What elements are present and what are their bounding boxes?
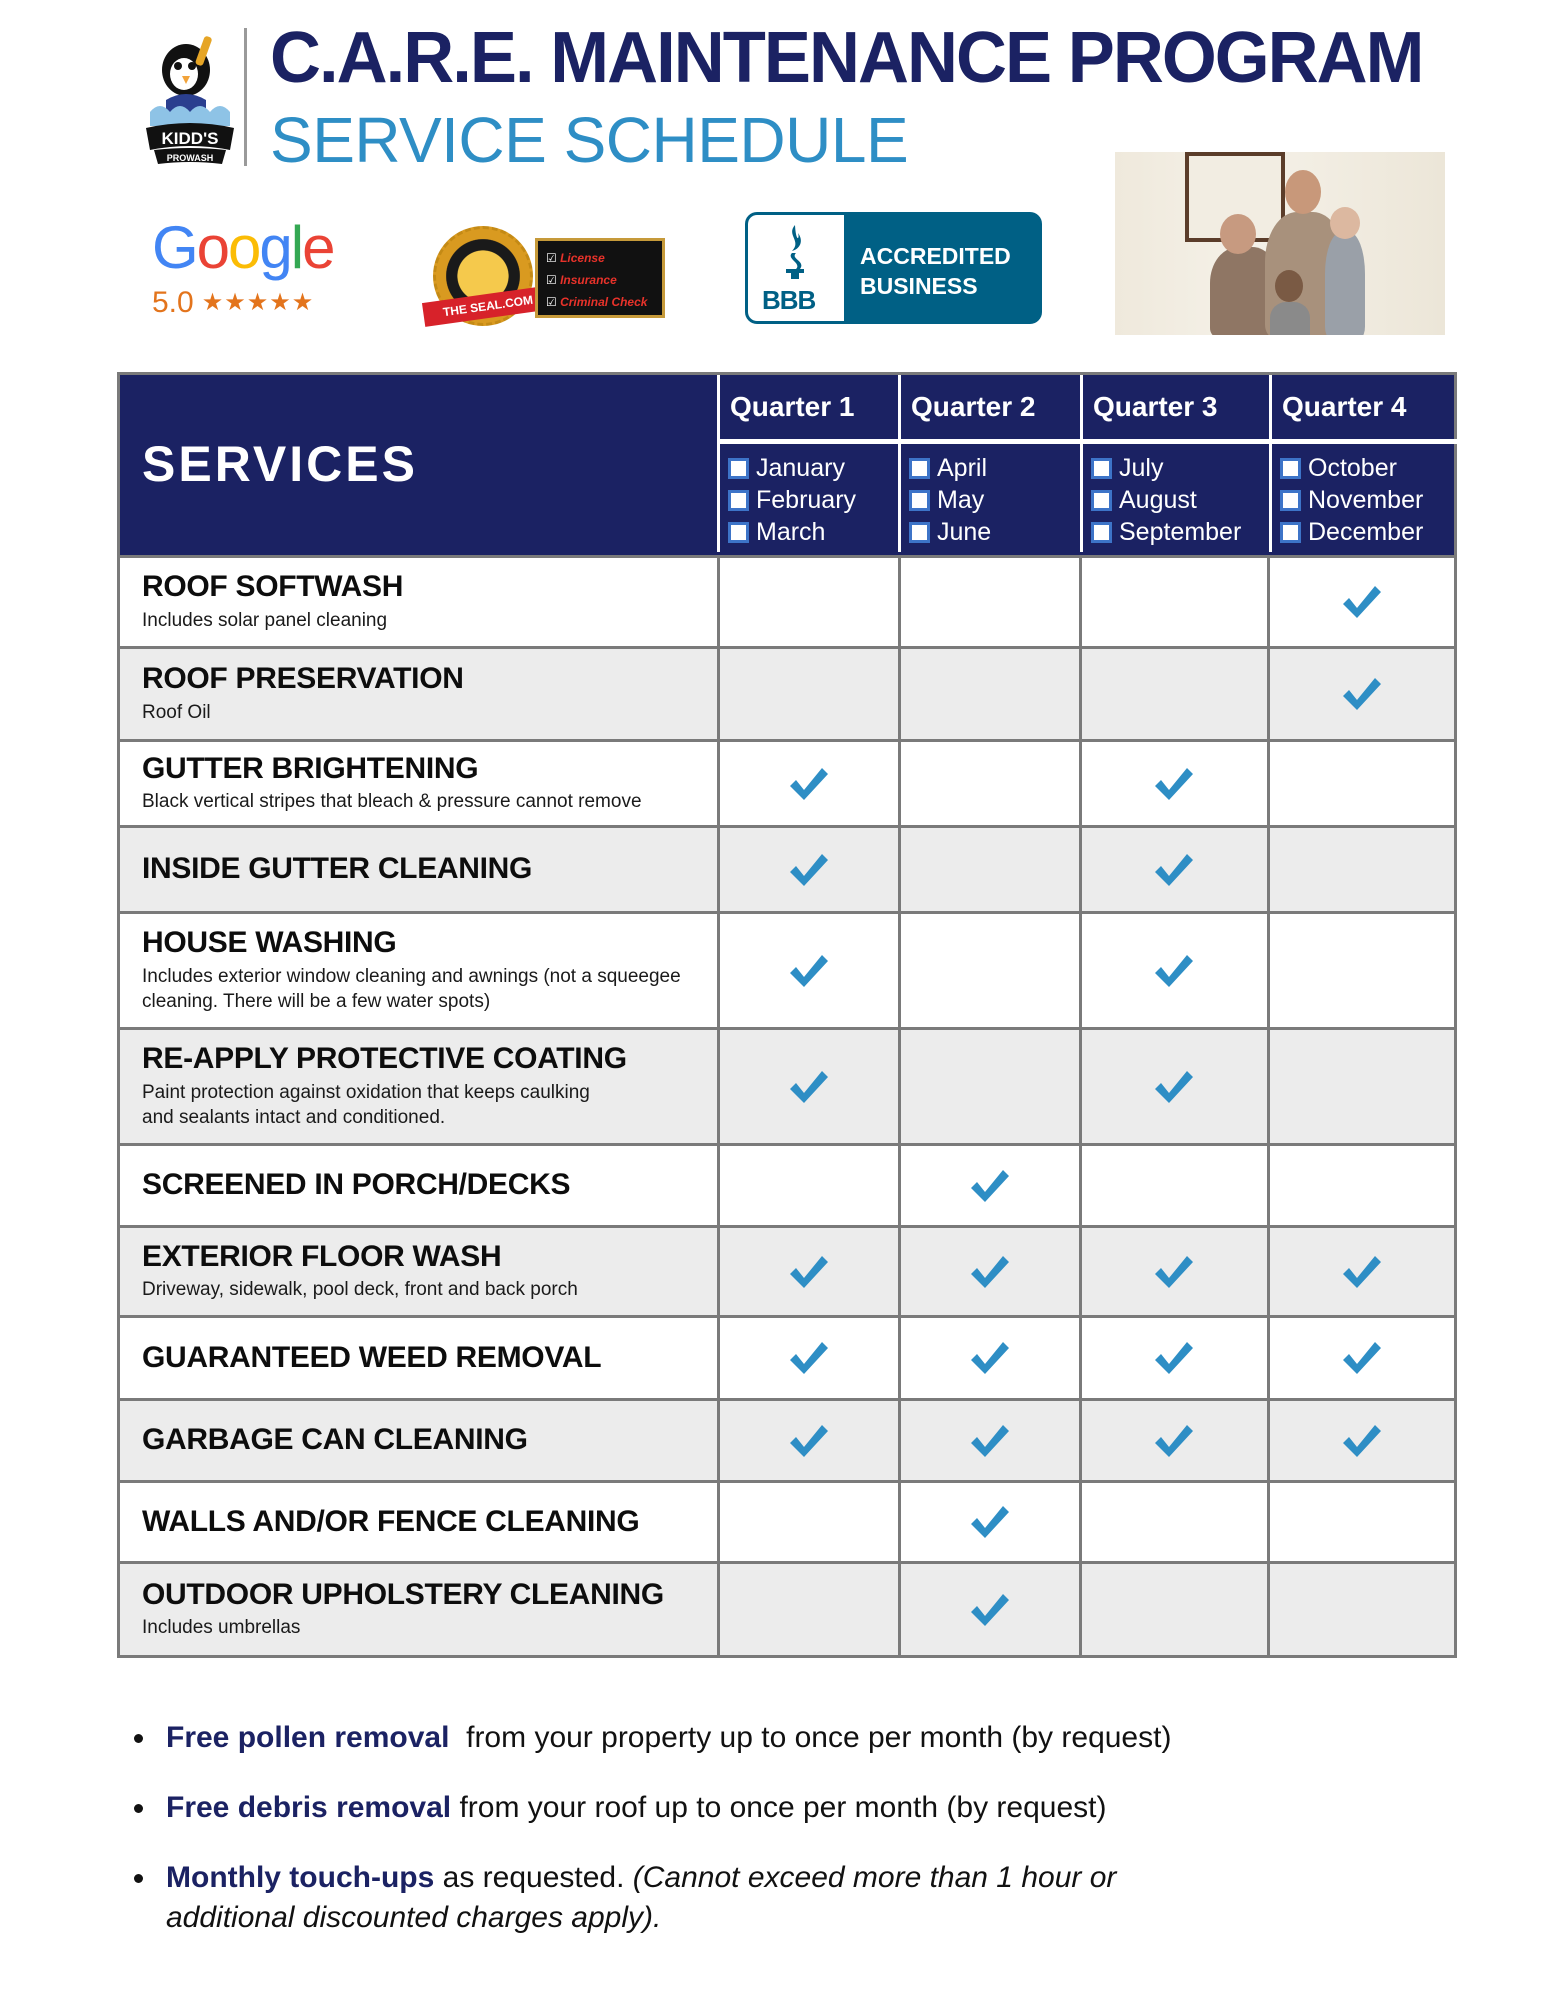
quarter-4-header — [1269, 375, 1457, 552]
service-cell — [120, 1483, 717, 1561]
quarter-4-cell — [1267, 1318, 1454, 1398]
quarter-2-cell — [898, 1564, 1079, 1655]
month-july[interactable]: July — [1091, 452, 1269, 484]
checkmark-icon — [788, 852, 830, 888]
quarter-4-cell — [1267, 649, 1454, 739]
quarter-1-cell — [717, 742, 897, 825]
quarter-1-cell — [717, 914, 897, 1027]
table-row — [120, 1480, 1454, 1561]
checkmark-icon — [788, 1069, 830, 1105]
quarter-2-header — [898, 375, 1080, 552]
table-row — [120, 911, 1454, 1027]
checkbox-icon[interactable] — [1280, 490, 1301, 511]
kidds-prowash-logo — [140, 30, 240, 166]
table-body — [120, 555, 1454, 1655]
perk-monthly-touchups: Monthly touch-ups as requested. (Cannot exceed more than 1 hour or additional discounted charges apply). — [130, 1858, 1230, 1938]
perk-pollen-removal: Free pollen removal from your property up to once per month (by request) — [130, 1718, 1230, 1758]
month-october[interactable]: October — [1280, 452, 1457, 484]
checkmark-icon — [1341, 584, 1383, 620]
checkmark-icon — [1153, 953, 1195, 989]
quarter-3-cell — [1079, 1146, 1267, 1225]
checkmark-icon — [788, 953, 830, 989]
service-name: GUARANTEED WEED REMOVAL — [142, 1340, 602, 1374]
service-name: OUTDOOR UPHOLSTERY CLEANING — [142, 1577, 664, 1611]
service-cell — [120, 1564, 717, 1655]
service-cell — [120, 1030, 717, 1143]
google-rating-value: 5.0 — [152, 286, 194, 319]
checkbox-icon[interactable] — [728, 458, 749, 479]
service-description: Roof Oil — [142, 701, 211, 723]
service-description: Includes umbrellas — [142, 1617, 301, 1639]
month-december[interactable]: December — [1280, 516, 1457, 548]
quarter-3-header — [1080, 375, 1269, 552]
checkbox-icon[interactable] — [909, 490, 930, 511]
quarter-3-cell — [1079, 558, 1267, 646]
checkmark-icon — [969, 1340, 1011, 1376]
service-cell — [120, 649, 717, 739]
quarter-3-cell — [1079, 1483, 1267, 1561]
service-description: Includes solar panel cleaning — [142, 609, 388, 631]
quarter-1-cell — [717, 828, 897, 911]
services-column-header: SERVICES — [142, 435, 418, 492]
checkmark-icon — [969, 1592, 1011, 1628]
month-june[interactable]: June — [909, 516, 1080, 548]
checkbox-icon[interactable] — [728, 522, 749, 543]
service-name: HOUSE WASHING — [142, 926, 397, 960]
quarter-2-cell — [898, 558, 1079, 646]
service-name: WALLS AND/OR FENCE CLEANING — [142, 1504, 640, 1538]
quarter-2-cell — [898, 1483, 1079, 1561]
quarter-label: Quarter 1 — [720, 375, 898, 444]
month-august[interactable]: August — [1091, 484, 1269, 516]
quarter-label: Quarter 3 — [1083, 375, 1269, 444]
service-cell — [120, 1228, 717, 1315]
google-rating-badge — [152, 214, 342, 328]
google-logo — [152, 214, 342, 281]
month-may[interactable]: May — [909, 484, 1080, 516]
table-header — [120, 375, 1454, 555]
quarter-2-cell — [898, 1228, 1079, 1315]
checkbox-icon[interactable] — [909, 458, 930, 479]
checkmark-icon — [1153, 1340, 1195, 1376]
quarter-1-cell — [717, 558, 897, 646]
service-description: Paint protection against oxidation that keeps caulking and sealants intact and conditioned. — [142, 1081, 590, 1129]
quarter-3-cell — [1079, 1318, 1267, 1398]
quarter-3-cell — [1079, 1564, 1267, 1655]
google-letter: l — [290, 214, 303, 281]
quarter-3-cell — [1079, 649, 1267, 739]
quarter-4-cell — [1267, 742, 1454, 825]
quarter-2-cell — [898, 914, 1079, 1027]
service-cell — [120, 558, 717, 646]
quarter-3-cell — [1079, 742, 1267, 825]
service-name: ROOF PRESERVATION — [142, 662, 464, 696]
checkmark-icon — [1341, 1254, 1383, 1290]
quarter-4-cell — [1267, 1146, 1454, 1225]
table-row — [120, 555, 1454, 646]
checkmark-icon — [969, 1168, 1011, 1204]
checkmark-icon — [1153, 1069, 1195, 1105]
quarter-4-cell — [1267, 1401, 1454, 1480]
month-september[interactable]: September — [1091, 516, 1269, 548]
quarter-2-cell — [898, 1401, 1079, 1480]
table-row — [120, 739, 1454, 825]
service-name: EXTERIOR FLOOR WASH — [142, 1239, 502, 1273]
quarter-1-cell — [717, 1401, 897, 1480]
service-cell — [120, 1401, 717, 1480]
quarter-1-cell — [717, 649, 897, 739]
service-name: GUTTER BRIGHTENING — [142, 751, 479, 785]
service-name: INSIDE GUTTER CLEANING — [142, 852, 533, 886]
perks-list — [130, 1718, 1230, 1968]
bbb-logo-text: BBB — [762, 285, 816, 315]
seal-checks-panel — [535, 238, 665, 318]
checkmark-icon — [1153, 852, 1195, 888]
quarter-1-cell — [717, 1146, 897, 1225]
checkmark-icon — [788, 1254, 830, 1290]
checkbox-icon[interactable] — [1280, 522, 1301, 543]
service-name: RE-APPLY PROTECTIVE COATING — [142, 1042, 627, 1076]
table-row — [120, 1561, 1454, 1655]
quarter-2-cell — [898, 1030, 1079, 1143]
quarter-3-cell — [1079, 914, 1267, 1027]
checkmark-icon — [1341, 1340, 1383, 1376]
bbb-accredited-badge — [745, 212, 1042, 324]
quarter-1-cell — [717, 1564, 897, 1655]
quarter-1-cell — [717, 1228, 897, 1315]
bbb-torch-icon — [782, 225, 808, 279]
checkmark-icon — [969, 1423, 1011, 1459]
checkmark-icon — [1341, 1423, 1383, 1459]
service-description: Includes exterior window cleaning and awnings (not a squeegee cleaning. There will be a few water spots) — [142, 965, 681, 1013]
seal-ribbon: THE SEAL.COM — [422, 285, 554, 327]
table-row — [120, 1315, 1454, 1398]
page-title: C.A.R.E. MAINTENANCE PROGRAM — [270, 18, 1423, 98]
month-november[interactable]: November — [1280, 484, 1457, 516]
month-january[interactable]: January — [728, 452, 898, 484]
quarter-label: Quarter 4 — [1272, 375, 1457, 444]
google-letter: e — [302, 214, 334, 281]
quarter-1-cell — [717, 1318, 897, 1398]
star-rating-icon: ★★★★★ — [201, 289, 315, 316]
service-name: GARBAGE CAN CLEANING — [142, 1423, 528, 1457]
quarter-3-cell — [1079, 828, 1267, 911]
checkmark-icon — [788, 1340, 830, 1376]
bbb-line1: ACCREDITED — [860, 243, 1011, 269]
month-february[interactable]: February — [728, 484, 898, 516]
quarter-1-header — [717, 375, 898, 552]
quarter-4-cell — [1267, 1030, 1454, 1143]
service-cell — [120, 1318, 717, 1398]
quarter-label: Quarter 2 — [901, 375, 1080, 444]
month-march[interactable]: March — [728, 516, 898, 548]
month-april[interactable]: April — [909, 452, 1080, 484]
quarter-1-cell — [717, 1030, 897, 1143]
service-description: Black vertical stripes that bleach & pressure cannot remove — [142, 791, 642, 813]
checkbox-icon[interactable] — [1091, 522, 1112, 543]
seal-check-insurance: ☑ Insurance — [546, 269, 654, 291]
quarter-2-cell — [898, 1318, 1079, 1398]
service-description: Driveway, sidewalk, pool deck, front and back porch — [142, 1279, 578, 1301]
quarter-2-cell — [898, 649, 1079, 739]
checkbox-icon[interactable] — [1091, 490, 1112, 511]
seal-of-security-badge — [425, 218, 667, 333]
table-row — [120, 1225, 1454, 1315]
quarter-4-cell — [1267, 1564, 1454, 1655]
google-letter: o — [196, 214, 229, 281]
quarter-4-cell — [1267, 558, 1454, 646]
quarter-4-cell — [1267, 1483, 1454, 1561]
quarter-2-cell — [898, 828, 1079, 911]
google-letter: g — [259, 214, 291, 281]
google-letter: G — [152, 214, 197, 281]
checkmark-icon — [969, 1254, 1011, 1290]
table-row — [120, 646, 1454, 739]
checkmark-icon — [969, 1504, 1011, 1540]
quarter-3-cell — [1079, 1401, 1267, 1480]
checkmark-icon — [1153, 1423, 1195, 1459]
table-row — [120, 1027, 1454, 1143]
table-row — [120, 1143, 1454, 1225]
checkmark-icon — [1153, 1254, 1195, 1290]
service-schedule-table — [117, 372, 1457, 1658]
quarter-3-cell — [1079, 1030, 1267, 1143]
checkbox-icon[interactable] — [728, 490, 749, 511]
svg-text:PROWASH: PROWASH — [166, 153, 214, 163]
table-row — [120, 825, 1454, 911]
perk-debris-removal: Free debris removal from your roof up to once per month (by request) — [130, 1788, 1230, 1828]
quarter-2-cell — [898, 1146, 1079, 1225]
google-letter: o — [228, 214, 260, 281]
bbb-line2: BUSINESS — [860, 273, 978, 299]
service-name: SCREENED IN PORCH/DECKS — [142, 1168, 571, 1202]
checkmark-icon — [1153, 766, 1195, 802]
seal-check-license: ☑ License — [546, 247, 654, 269]
quarter-1-cell — [717, 1483, 897, 1561]
checkmark-icon — [1341, 676, 1383, 712]
page-subtitle: SERVICE SCHEDULE — [270, 104, 909, 176]
checkmark-icon — [788, 1423, 830, 1459]
quarter-4-cell — [1267, 914, 1454, 1027]
table-row — [120, 1398, 1454, 1480]
checkmark-icon — [788, 766, 830, 802]
quarter-3-cell — [1079, 1228, 1267, 1315]
service-name: ROOF SOFTWASH — [142, 570, 404, 604]
quarter-2-cell — [898, 742, 1079, 825]
service-cell — [120, 914, 717, 1027]
family-photo — [1115, 152, 1445, 335]
service-cell — [120, 1146, 717, 1225]
header-divider — [244, 28, 247, 166]
checkbox-icon[interactable] — [909, 522, 930, 543]
checkbox-icon[interactable] — [1091, 458, 1112, 479]
checkbox-icon[interactable] — [1280, 458, 1301, 479]
quarter-4-cell — [1267, 1228, 1454, 1315]
seal-check-criminal: ☑ Criminal Check — [546, 291, 654, 313]
service-cell — [120, 742, 717, 825]
svg-text:KIDD'S: KIDD'S — [161, 129, 219, 148]
service-cell — [120, 828, 717, 911]
quarter-4-cell — [1267, 828, 1454, 911]
